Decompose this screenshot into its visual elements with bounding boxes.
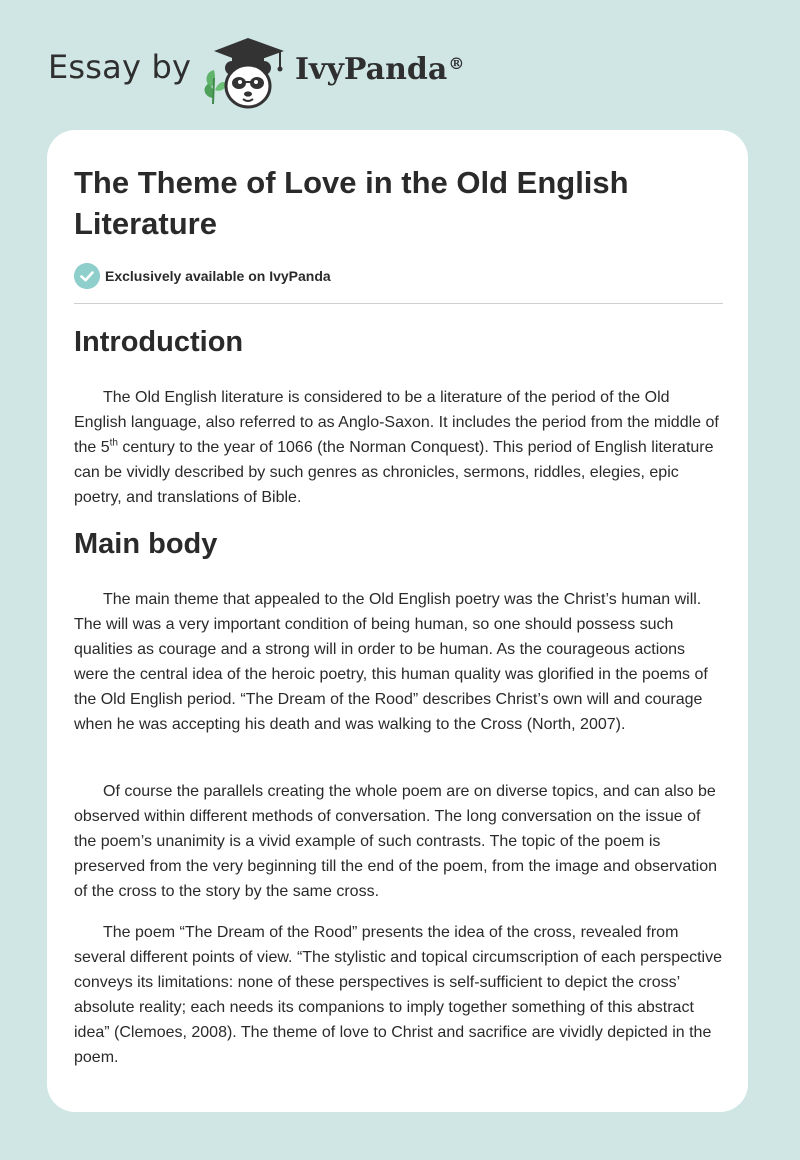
site-header [48, 30, 748, 110]
brand-logo-text [295, 52, 464, 87]
divider [74, 303, 723, 304]
exclusive-badge [74, 263, 474, 289]
exclusive-badge-text: Exclusively available on IvyPanda [105, 268, 331, 284]
article-title: The Theme of Love in the Old English Literature [74, 165, 629, 241]
intro-paragraph-text: The Old English literature is considered to be a literature of the period of the Old English language, also referred to as Anglo-Saxon. It includes the period from the middle of the 5 [74, 389, 719, 456]
body-paragraph-1: The main theme that appealed to the Old English poetry was the Christ’s human will. The will was a very important condition of being human, so one should possess such qualities as courage and a strong will in order to be human. As the courageous actions were the central idea of the heroic poetry, this human quality was glorified in the poems of the Old English period. “The Dream of the Rood” describes Christ’s own will and courage when he was accepting his death and was walking to the Cross (North, 2007). [74, 591, 708, 733]
intro-paragraph [74, 385, 724, 510]
registered-mark: ® [448, 54, 465, 73]
essay-by-label: Essay by [48, 48, 192, 86]
body-paragraph-2: Of course the parallels creating the whole poem are on diverse topics, and can also be observed within different methods of conversation. The long conversation on the issue of the poem’s unanimity is a vivid example of such contrasts. The topic of the poem is preserved from the very beginning till the end of the poem, from the image and observation of the cross to the story by the same cross. [74, 783, 718, 900]
check-circle-icon [74, 263, 100, 289]
body-paragraph-3: The poem “The Dream of the Rood” presents the idea of the cross, revealed from several different points of view. “The stylistic and topical circumscription of each perspective conveys its limitations: none of these perspectives is self-sufficient to depict the cross’ absolute reality; each needs its companions to imply together something of this abstract idea” (Clemoes, 2008). The theme of love to Christ and sacrifice are vividly depicted in the poem. [74, 924, 722, 1066]
section-heading-introduction: Introduction [74, 326, 244, 358]
panda-graduation-cap-icon [202, 34, 288, 110]
brand-name: IvyPanda [295, 52, 448, 87]
section-heading-main-body: Main body [74, 528, 218, 560]
article-card [47, 130, 748, 1112]
ordinal-suffix: th [109, 437, 118, 449]
intro-paragraph-text-cont: century to the year of 1066 (the Norman Conquest). This period of English literature can be vividly described by such genres as chronicles, sermons, riddles, elegies, epic poetry, and translations of Bible. [74, 439, 714, 506]
